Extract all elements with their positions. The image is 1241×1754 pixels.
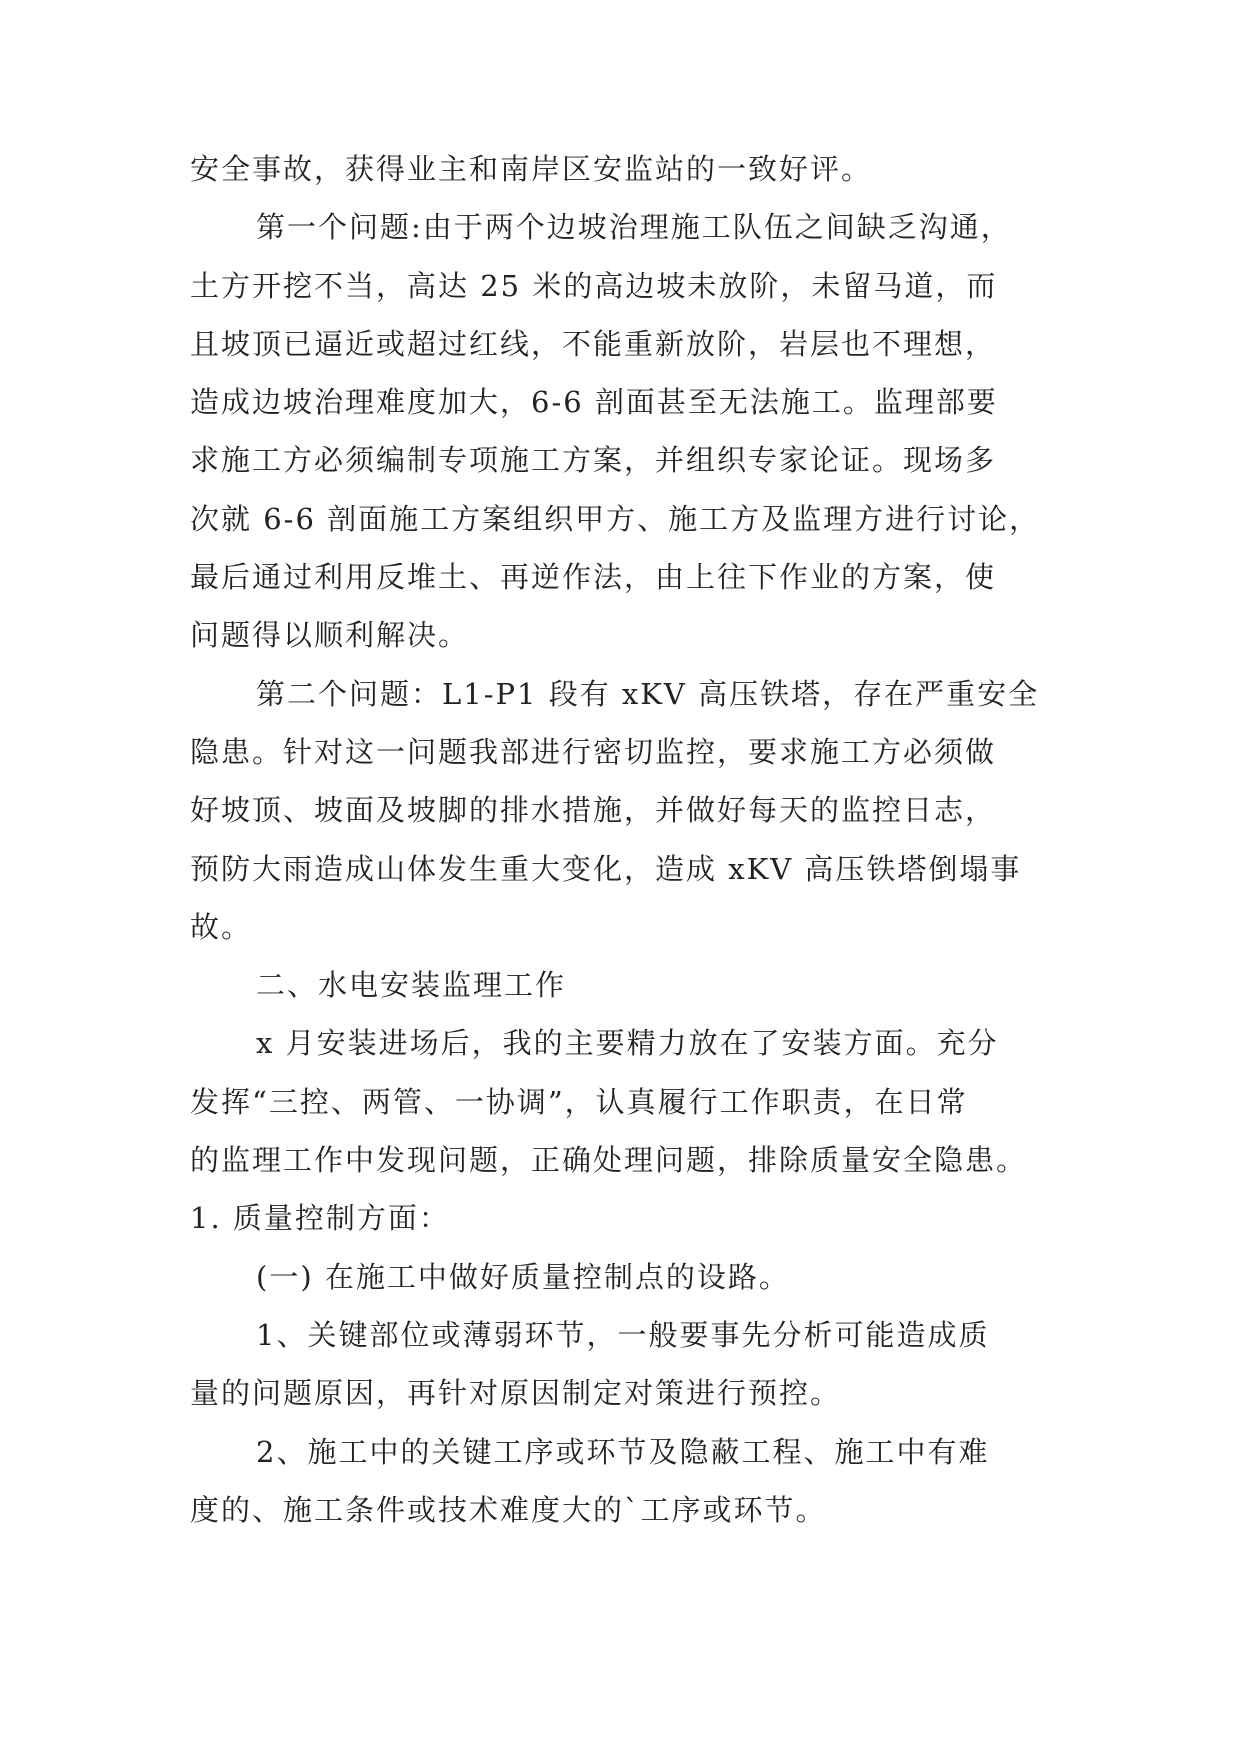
text-line: 次就 6-6 剖面施工方案组织甲方、施工方及监理方进行讨论， xyxy=(190,501,1041,536)
text-line: 第一个问题:由于两个边坡治理施工队伍之间缺乏沟通， xyxy=(256,210,1012,245)
text-line: 造成边坡治理难度加大，6-6 剖面甚至无法施工。监理部要 xyxy=(190,385,998,420)
document-body xyxy=(190,140,1070,1539)
text-line: 2、施工中的关键工序或环节及隐蔽工程、施工中有难 xyxy=(256,1434,990,1469)
text-line: 且坡顶已逼近或超过红线，不能重新放阶，岩层也不理想， xyxy=(190,326,997,361)
text-line: 1、关键部位或薄弱环节，一般要事先分析可能造成质 xyxy=(256,1317,990,1352)
text-line: 度的、施工条件或技术难度大的`工序或环节。 xyxy=(190,1492,827,1527)
text-line: 问题得以顺利解决。 xyxy=(190,618,470,653)
text-line: 预防大雨造成山体发生重大变化，造成 xKV 高压铁塔倒塌事 xyxy=(190,851,1022,886)
text-line: 第二个问题：L1-P1 段有 xKV 高压铁塔，存在严重安全 xyxy=(256,676,1040,711)
text-line: (一) 在施工中做好质量控制点的设路。 xyxy=(256,1259,790,1294)
text-line: 1. 质量控制方面： xyxy=(190,1201,450,1236)
text-line: 土方开挖不当，高达 25 米的高边坡未放阶，未留马道，而 xyxy=(190,268,998,303)
text-line: 好坡顶、坡面及坡脚的排水措施，并做好每天的监控日志， xyxy=(190,793,997,828)
text-line: 安全事故，获得业主和南岸区安监站的一致好评。 xyxy=(190,152,873,186)
text-line: 发挥“三控、两管、一协调”，认真履行工作职责，在日常 xyxy=(190,1084,968,1119)
text-line: 量的问题原因，再针对原因制定对策进行预控。 xyxy=(190,1376,842,1411)
text-line: 最后通过利用反堆土、再逆作法，由上往下作业的方案，使 xyxy=(190,560,997,595)
text-line: 故。 xyxy=(190,909,253,944)
text-line: x 月安装进场后，我的主要精力放在了安装方面。充分 xyxy=(256,1026,999,1061)
text-line: 求施工方必须编制专项施工方案，并组织专家论证。现场多 xyxy=(190,443,997,478)
text-line: 隐患。针对这一问题我部进行密切监控，要求施工方必须做 xyxy=(190,734,997,769)
text-line: 二、水电安装监理工作 xyxy=(256,968,567,1003)
text-line: 的监理工作中发现问题，正确处理问题，排除质量安全隐患。 xyxy=(190,1143,1028,1178)
